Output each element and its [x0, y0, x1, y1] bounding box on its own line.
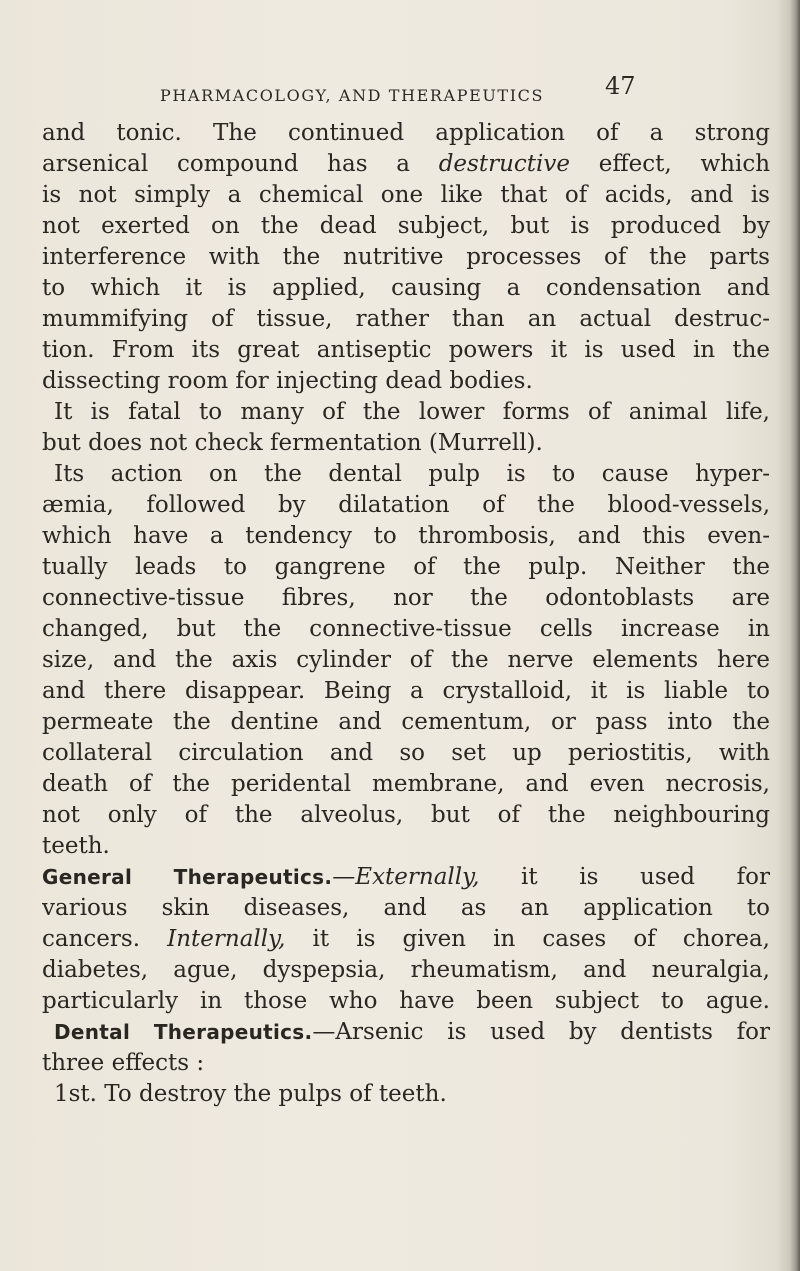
page-number: 47 [605, 72, 636, 100]
text-line: death of the peridental membrane, and even necrosis, [42, 771, 770, 797]
text-line: teeth. [42, 833, 110, 859]
text-line: It is fatal to many of the lower forms of animal life, [54, 399, 770, 425]
text-line: General Therapeutics.—Externally, it is used for [42, 864, 770, 890]
text-line: changed, but the connective-tissue cells increase in [42, 616, 770, 642]
running-head-title: PHARMACOLOGY, AND THERAPEUTICS [160, 86, 545, 105]
text-line: Its action on the dental pulp is to cause hyper- [54, 461, 770, 487]
body-text [42, 118, 770, 1110]
emphasis: destructive [438, 151, 570, 177]
section-heading: General Therapeutics. [42, 865, 333, 889]
text-line: permeate the dentine and cementum, or pass into the [42, 709, 770, 735]
text-line: to which it is applied, causing a condensation and [42, 275, 770, 301]
text-line: interference with the nutritive processes of the parts [42, 244, 770, 270]
text-line: various skin diseases, and as an application to [42, 895, 770, 921]
text-line: diabetes, ague, dyspepsia, rheumatism, and neuralgia, [42, 957, 770, 983]
text-line: arsenical compound has a destructive effect, which [42, 151, 770, 177]
text-line: not exerted on the dead subject, but is produced by [42, 213, 770, 239]
text-line: tion. From its great antiseptic powers it is used in the [42, 337, 770, 363]
text-line: three effects : [42, 1050, 205, 1076]
text-line: collateral circulation and so set up periostitis, with [42, 740, 770, 766]
text-line: but does not check fermentation (Murrell). [42, 430, 543, 456]
text-line: is not simply a chemical one like that of acids, and is [42, 182, 770, 208]
text-line: mummifying of tissue, rather than an actual destruc- [42, 306, 770, 332]
running-head [0, 72, 800, 112]
text-line: Dental Therapeutics.—Arsenic is used by dentists for [54, 1019, 770, 1045]
text-line: æmia, followed by dilatation of the blood-vessels, [42, 492, 770, 518]
text-line: size, and the axis cylinder of the nerve elements here [42, 647, 770, 673]
text-line: and tonic. The continued application of a strong [42, 120, 770, 146]
section-heading: Dental Therapeutics. [54, 1020, 313, 1044]
text-line: connective-tissue fibres, nor the odontoblasts are [42, 585, 770, 611]
text-line: tually leads to gangrene of the pulp. Neither the [42, 554, 770, 580]
text-line: particularly in those who have been subject to ague. [42, 988, 770, 1014]
text-line: not only of the alveolus, but of the neighbouring [42, 802, 770, 828]
text-line: dissecting room for injecting dead bodies. [42, 368, 533, 394]
emphasis: Internally, [167, 926, 286, 952]
text-line: and there disappear. Being a crystalloid, it is liable to [42, 678, 770, 704]
text-line: which have a tendency to thrombosis, and this even- [42, 523, 770, 549]
page-edge-shadow [790, 0, 800, 1271]
emphasis: Externally, [355, 864, 480, 890]
text-line: 1st. To destroy the pulps of teeth. [54, 1081, 447, 1107]
text-line: cancers. Internally, it is given in cases of chorea, [42, 926, 770, 952]
